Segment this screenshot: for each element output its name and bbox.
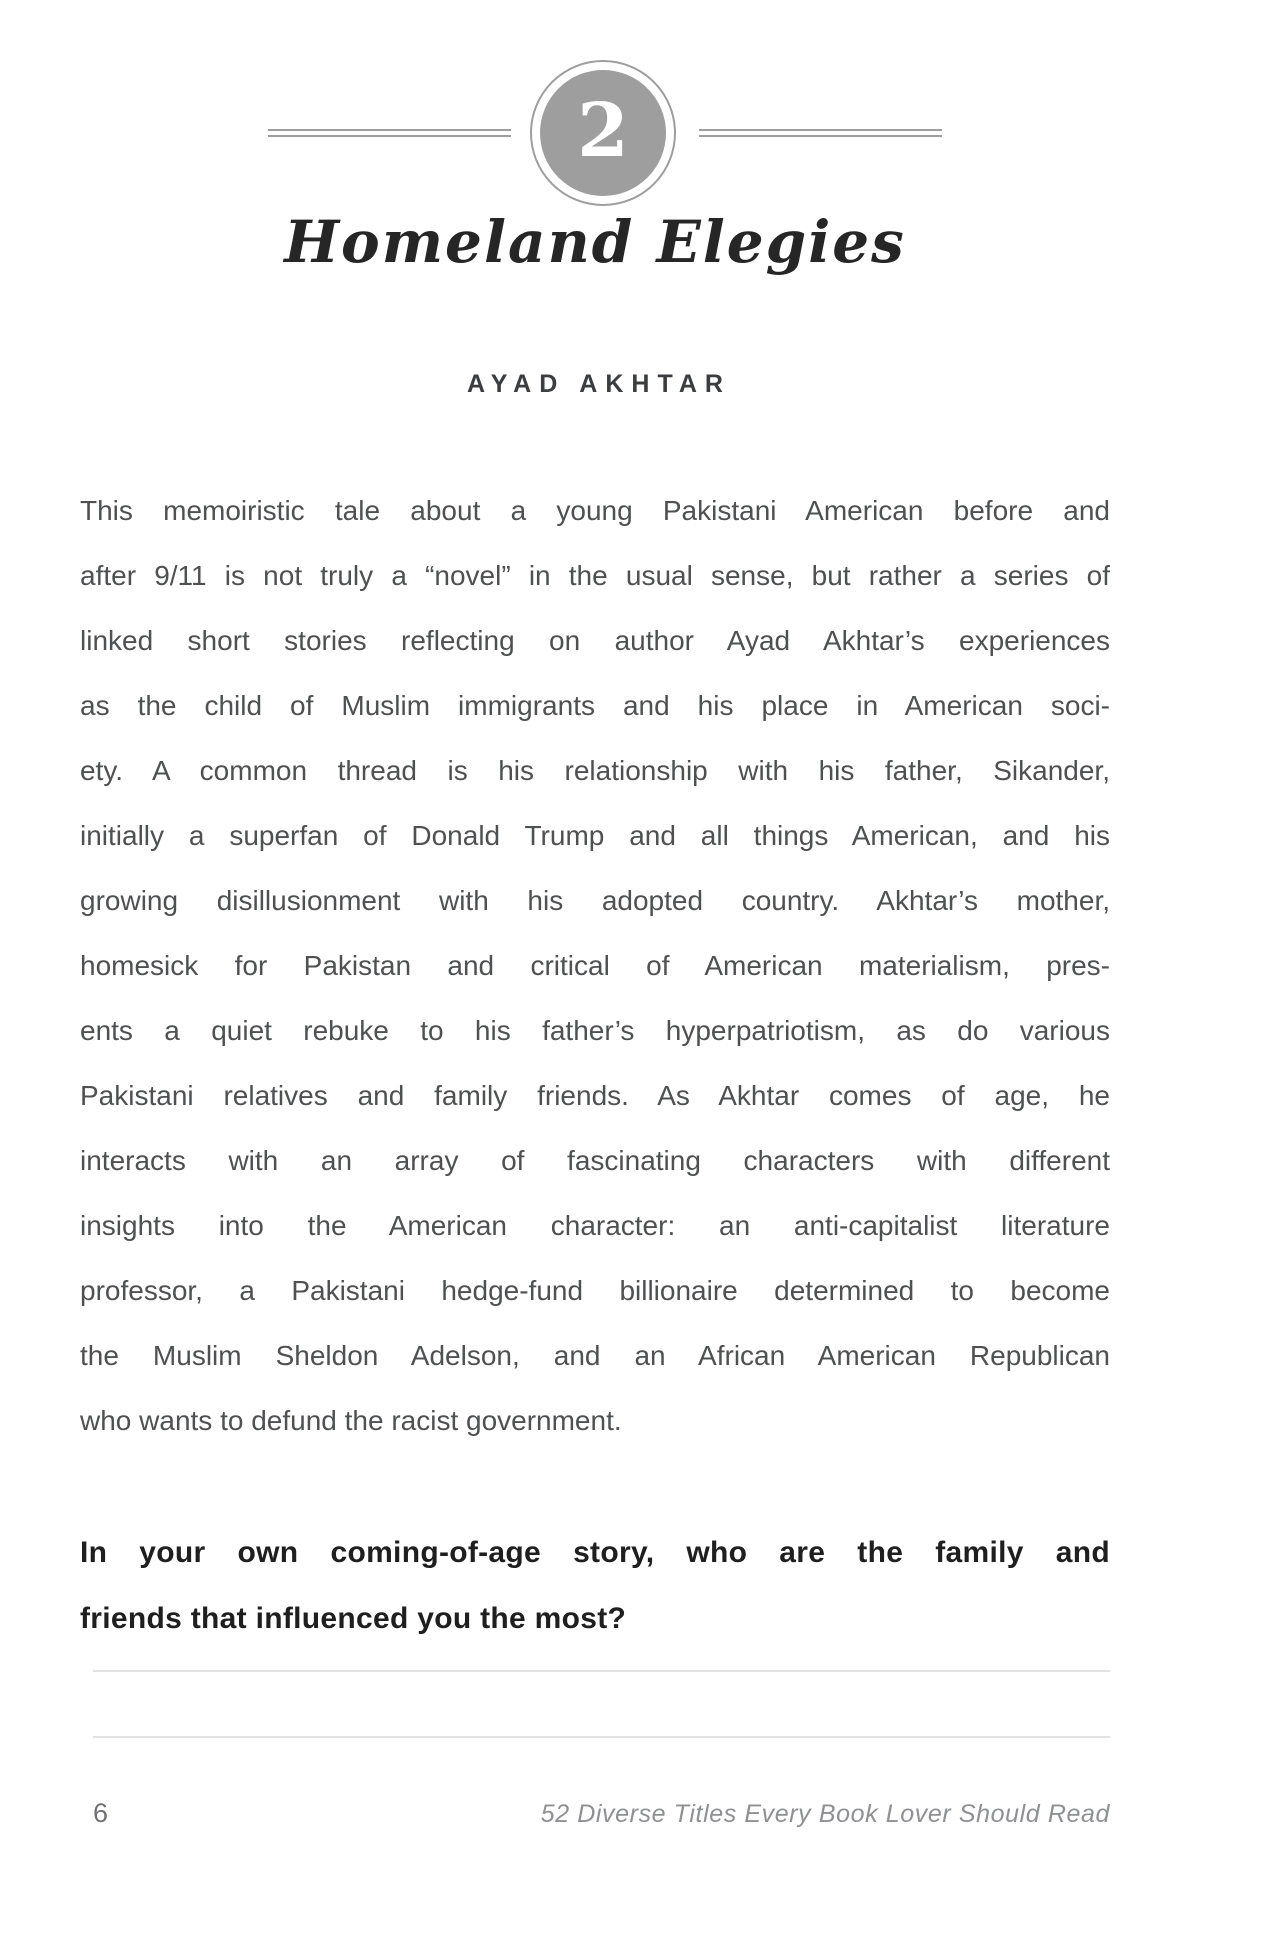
answer-writing-line-2 (93, 1736, 1110, 1738)
text-line: Pakistani relatives and family friends. As Akhtar comes of age, he (80, 1080, 1110, 1111)
book-title: Homeland Elegies (284, 208, 906, 276)
text-line: homesick for Pakistan and critical of American materialism, pres- (80, 950, 1110, 981)
text-line: growing disillusionment with his adopted country. Akhtar’s mother, (80, 885, 1110, 916)
text-line: after 9/11 is not truly a “novel” in the usual sense, but rather a series of (80, 560, 1110, 591)
text-line: linked short stories reflecting on author Ayad Akhtar’s experiences (80, 625, 1110, 656)
text-line: friends that influenced you the most? (80, 1602, 627, 1635)
text-line: professor, a Pakistani hedge-fund billionaire determined to become (80, 1275, 1110, 1306)
text-line: who wants to defund the racist government. (80, 1405, 622, 1436)
text-line: the Muslim Sheldon Adelson, and an African American Republican (80, 1340, 1110, 1371)
text-line: This memoiristic tale about a young Pakistani American before and (80, 495, 1110, 526)
page-number: 6 (93, 1798, 109, 1828)
text-line: In your own coming-of-age story, who are the family and (80, 1536, 1110, 1569)
book-description (80, 478, 1110, 1453)
text-line: interacts with an array of fascinating characters with different (80, 1145, 1110, 1176)
page-footer (93, 1798, 1110, 1829)
text-line: insights into the American character: an anti-capitalist literature (80, 1210, 1110, 1241)
running-title: 52 Diverse Titles Every Book Lover Should Read (540, 1800, 1110, 1828)
chapter-number: 2 (540, 70, 666, 196)
book-author: AYAD AKHTAR (467, 370, 731, 398)
text-line: initially a superfan of Donald Trump and all things American, and his (80, 820, 1110, 851)
answer-writing-line-1 (93, 1670, 1110, 1672)
text-line: as the child of Muslim immigrants and his place in American soci- (80, 690, 1110, 721)
discussion-question (80, 1520, 1110, 1652)
text-line: ents a quiet rebuke to his father’s hyperpatriotism, as do various (80, 1015, 1110, 1046)
text-line: ety. A common thread is his relationship with his father, Sikander, (80, 755, 1110, 786)
decorative-double-rule-right (699, 129, 942, 137)
chapter-number-badge (530, 60, 676, 206)
decorative-double-rule-left (268, 129, 511, 137)
